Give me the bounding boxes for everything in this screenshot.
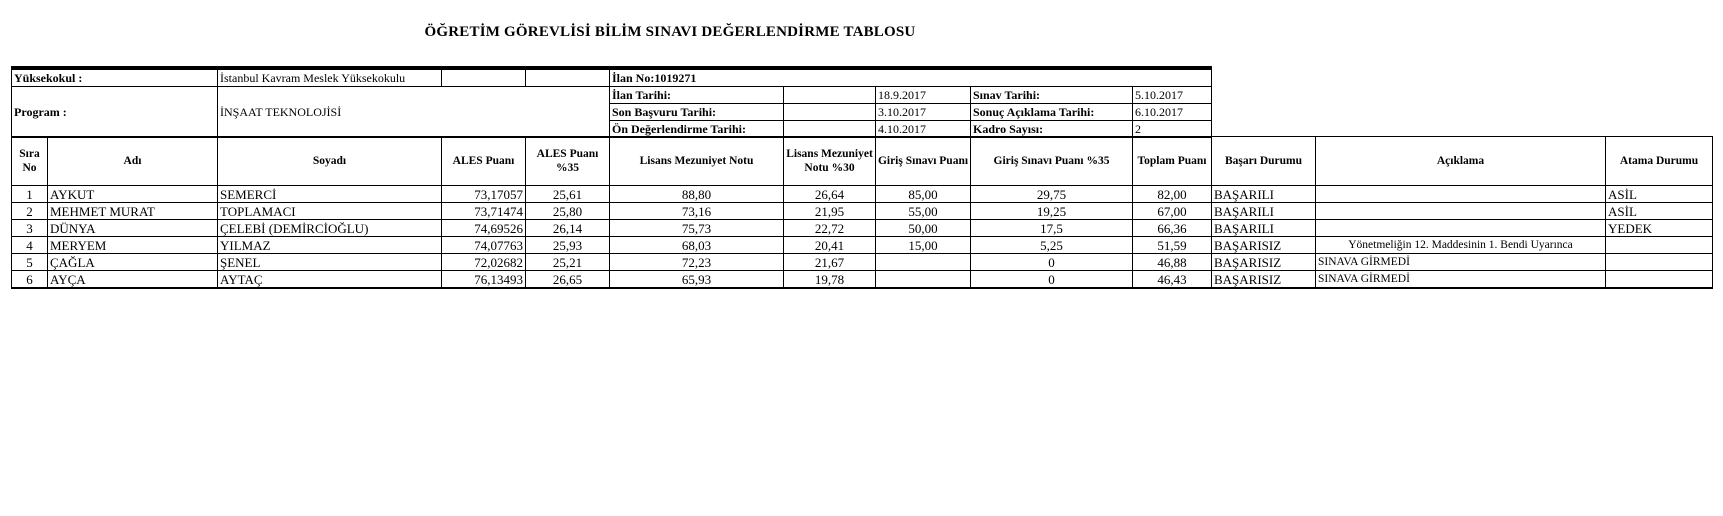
- cell-aciklama: [1316, 203, 1606, 220]
- cell-lisans30: 21,67: [784, 254, 876, 271]
- cell-lisans: 88,80: [610, 186, 784, 203]
- cell-giris35: 19,25: [971, 203, 1133, 220]
- cell-adi: MEHMET MURAT: [48, 203, 218, 220]
- cell-adi: ÇAĞLA: [48, 254, 218, 271]
- cell-soyadi: SEMERCİ: [218, 186, 442, 203]
- cell-ales35: 25,61: [526, 186, 610, 203]
- header-giris-35: Giriş Sınavı Puanı %35: [971, 137, 1133, 186]
- yuksekokul-value: İstanbul Kavram Meslek Yüksekokulu: [218, 68, 442, 87]
- header-basari-durumu: Başarı Durumu: [1212, 137, 1316, 186]
- cell-giris35: 0: [971, 271, 1133, 289]
- cell-ales35: 25,21: [526, 254, 610, 271]
- sinav-tarihi-value: 5.10.2017: [1133, 87, 1212, 104]
- cell-toplam: 67,00: [1133, 203, 1212, 220]
- cell-atama: YEDEK: [1606, 220, 1713, 237]
- cell-adi: AYKUT: [48, 186, 218, 203]
- cell-ales: 74,07763: [442, 237, 526, 254]
- cell-toplam: 82,00: [1133, 186, 1212, 203]
- cell-lisans: 65,93: [610, 271, 784, 289]
- header-lisans-notu: Lisans Mezuniyet Notu: [610, 137, 784, 186]
- table-row: [12, 203, 1713, 220]
- header-aciklama: Açıklama: [1316, 137, 1606, 186]
- cell-aciklama: SINAVA GİRMEDİ: [1316, 271, 1606, 289]
- header-ales-35: ALES Puanı %35: [526, 137, 610, 186]
- cell-sira: 5: [12, 254, 48, 271]
- cell-giris35: 17,5: [971, 220, 1133, 237]
- cell-lisans: 72,23: [610, 254, 784, 271]
- cell-lisans: 73,16: [610, 203, 784, 220]
- page-title: ÖĞRETİM GÖREVLİSİ BİLİM SINAVI DEĞERLENDİRME TABLOSU: [424, 24, 916, 40]
- cell-lisans30: 26,64: [784, 186, 876, 203]
- program-value: İNŞAAT TEKNOLOJİSİ: [218, 87, 610, 138]
- kadro-sayisi-label: Kadro Sayısı:: [971, 121, 1133, 138]
- cell-soyadi: AYTAÇ: [218, 271, 442, 289]
- evaluation-table: [11, 136, 1713, 289]
- cell-lisans30: 19,78: [784, 271, 876, 289]
- header-giris-sinavi: Giriş Sınavı Puanı: [876, 137, 971, 186]
- cell-giris: 15,00: [876, 237, 971, 254]
- cell-adi: MERYEM: [48, 237, 218, 254]
- table-row: [12, 186, 1713, 203]
- cell-lisans: 75,73: [610, 220, 784, 237]
- table-row: [12, 254, 1713, 271]
- cell-sira: 3: [12, 220, 48, 237]
- cell-ales: 73,71474: [442, 203, 526, 220]
- cell-basari: BAŞARILI: [1212, 220, 1316, 237]
- ilan-tarihi-value: 18.9.2017: [876, 87, 971, 104]
- program-label: Program :: [12, 87, 218, 138]
- cell-ales: 72,02682: [442, 254, 526, 271]
- cell-lisans30: 22,72: [784, 220, 876, 237]
- cell-ales: 73,17057: [442, 186, 526, 203]
- cell-giris35: 5,25: [971, 237, 1133, 254]
- cell-aciklama: SINAVA GİRMEDİ: [1316, 254, 1606, 271]
- header-soyadi: Soyadı: [218, 137, 442, 186]
- header-toplam-puani: Toplam Puanı: [1133, 137, 1212, 186]
- cell-toplam: 51,59: [1133, 237, 1212, 254]
- cell-giris: 50,00: [876, 220, 971, 237]
- table-row: [12, 237, 1713, 254]
- header-atama-durumu: Atama Durumu: [1606, 137, 1713, 186]
- cell-sira: 1: [12, 186, 48, 203]
- cell-adi: DÜNYA: [48, 220, 218, 237]
- cell-giris: 55,00: [876, 203, 971, 220]
- ilan-no: İlan No:1019271: [610, 68, 1212, 87]
- cell-basari: BAŞARILI: [1212, 186, 1316, 203]
- cell-toplam: 66,36: [1133, 220, 1212, 237]
- sonuc-aciklama-label: Sonuç Açıklama Tarihi:: [971, 104, 1133, 121]
- cell-toplam: 46,43: [1133, 271, 1212, 289]
- header-adi: Adı: [48, 137, 218, 186]
- cell-ales35: 25,93: [526, 237, 610, 254]
- son-basvuru-label: Son Başvuru Tarihi:: [610, 104, 784, 121]
- cell-ales: 74,69526: [442, 220, 526, 237]
- cell-giris: 85,00: [876, 186, 971, 203]
- on-degerlendirme-value: 4.10.2017: [876, 121, 971, 138]
- cell-atama: [1606, 271, 1713, 289]
- table-row: [12, 271, 1713, 289]
- son-basvuru-value: 3.10.2017: [876, 104, 971, 121]
- ilan-tarihi-label: İlan Tarihi:: [610, 87, 784, 104]
- kadro-sayisi-value: 2: [1133, 121, 1212, 138]
- cell-giris: [876, 254, 971, 271]
- cell-aciklama: [1316, 220, 1606, 237]
- cell-aciklama: [1316, 186, 1606, 203]
- cell-sira: 4: [12, 237, 48, 254]
- header-sira-no: Sıra No: [12, 137, 48, 186]
- cell-aciklama: Yönetmeliğin 12. Maddesinin 1. Bendi Uyarınca: [1316, 237, 1606, 254]
- yuksekokul-label: Yüksekokul :: [12, 68, 218, 87]
- cell-atama: [1606, 254, 1713, 271]
- header-lisans-30: Lisans Mezuniyet Notu %30: [784, 137, 876, 186]
- cell-ales35: 26,14: [526, 220, 610, 237]
- announcement-info-table: [11, 66, 1212, 138]
- cell-basari: BAŞARILI: [1212, 203, 1316, 220]
- cell-lisans30: 20,41: [784, 237, 876, 254]
- cell-atama: [1606, 237, 1713, 254]
- cell-atama: ASİL: [1606, 186, 1713, 203]
- table-header-row: [12, 137, 1713, 186]
- cell-adi: AYÇA: [48, 271, 218, 289]
- cell-basari: BAŞARISIZ: [1212, 237, 1316, 254]
- cell-soyadi: ÇELEBİ (DEMİRCİOĞLU): [218, 220, 442, 237]
- cell-soyadi: YILMAZ: [218, 237, 442, 254]
- cell-ales: 76,13493: [442, 271, 526, 289]
- sinav-tarihi-label: Sınav Tarihi:: [971, 87, 1133, 104]
- cell-basari: BAŞARISIZ: [1212, 271, 1316, 289]
- cell-soyadi: TOPLAMACI: [218, 203, 442, 220]
- cell-sira: 2: [12, 203, 48, 220]
- cell-giris35: 0: [971, 254, 1133, 271]
- sonuc-aciklama-value: 6.10.2017: [1133, 104, 1212, 121]
- cell-toplam: 46,88: [1133, 254, 1212, 271]
- table-row: [12, 220, 1713, 237]
- cell-ales35: 25,80: [526, 203, 610, 220]
- cell-giris35: 29,75: [971, 186, 1133, 203]
- on-degerlendirme-label: Ön Değerlendirme Tarihi:: [610, 121, 784, 138]
- cell-sira: 6: [12, 271, 48, 289]
- header-ales-puani: ALES Puanı: [442, 137, 526, 186]
- cell-lisans30: 21,95: [784, 203, 876, 220]
- cell-giris: [876, 271, 971, 289]
- cell-ales35: 26,65: [526, 271, 610, 289]
- cell-soyadi: ŞENEL: [218, 254, 442, 271]
- cell-basari: BAŞARISIZ: [1212, 254, 1316, 271]
- cell-lisans: 68,03: [610, 237, 784, 254]
- cell-atama: ASİL: [1606, 203, 1713, 220]
